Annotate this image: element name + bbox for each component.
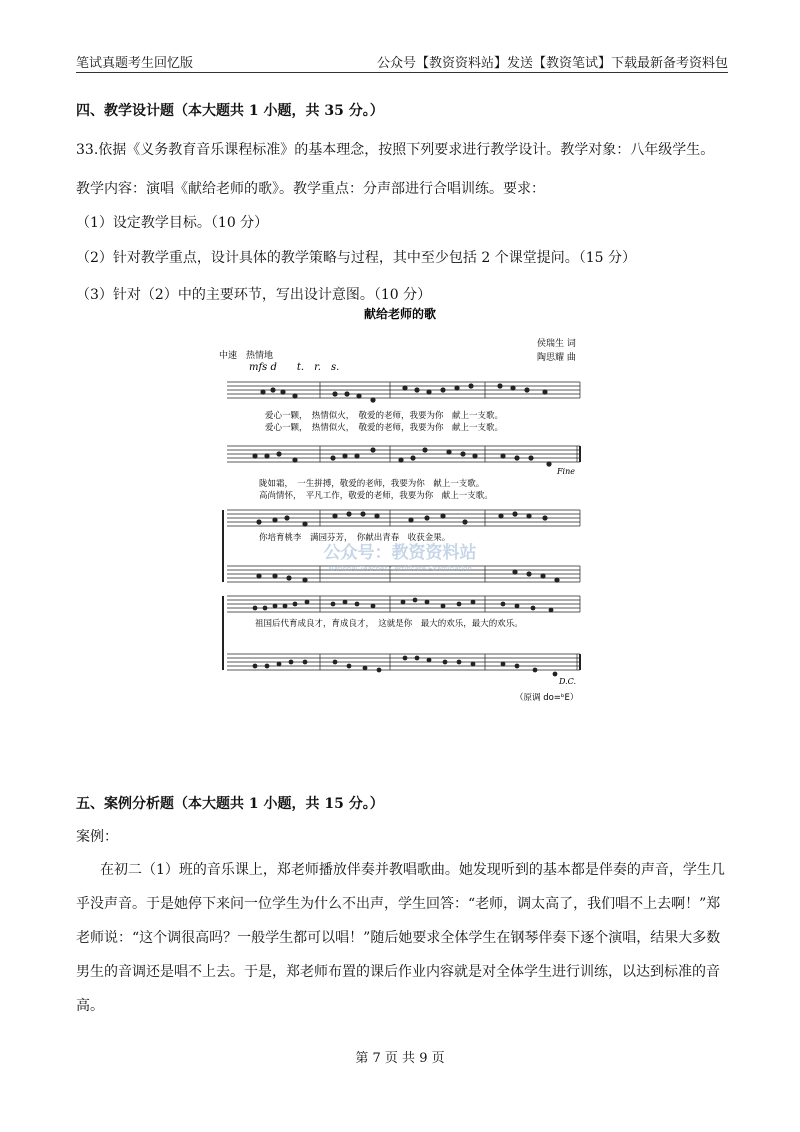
score-title: 献给老师的歌	[363, 307, 437, 321]
score-dc: D.C.	[559, 677, 577, 686]
case-para-line3: 老师说：“这个调很高吗？一般学生都可以唱！”随后她要求全体学生在钢琴伴奏下逐个演唱，结果大多数	[76, 930, 721, 946]
staff-3-lyric: 你培育桃李 满园芬芳， 你献出青春 收获金果。	[259, 533, 451, 543]
staff-5-lyric: 祖国后代育成良才，育成良才， 这就是你 最大的欢乐，最大的欢乐。	[255, 619, 523, 629]
page-number: 第 7 页 共 9 页	[355, 1051, 445, 1066]
case-para-line2: 乎没声音。于是她停下来问一位学生为什么不出声，学生回答：“老师，调太高了，我们唱不上去啊！”郑	[76, 896, 721, 912]
section5-title: 五、案例分析题（本大题共 1 小题，共 15 分。）	[76, 796, 384, 812]
header-divider	[76, 72, 728, 73]
staff-2-lyric-2: 高尚情怀， 平凡工作，敬爱的老师，我要为你 献上一支歌。	[259, 491, 493, 501]
case-para-line1: 在初二（1）班的音乐课上，郑老师播放伴奏并教唱歌曲。她发现听到的基本都是伴奏的声音，学生几	[100, 862, 725, 878]
section4-title: 四、教学设计题（本大题共 1 小题，共 35 分。）	[76, 103, 384, 119]
case-para-line5: 高。	[76, 998, 104, 1014]
case-label: 案例：	[76, 829, 118, 845]
score-lyricist: 侯瑞生 词	[537, 339, 576, 349]
page-header	[76, 50, 728, 70]
requirement-1: （1）设定教学目标。（10 分）	[76, 215, 269, 231]
staff-2-lyric-1: 陇如霜， 一生拼搏，敬爱的老师，我要为你 献上一支歌。	[259, 479, 485, 489]
requirement-3: （3）针对（2）中的主要环节，写出设计意图。（10 分）	[76, 287, 432, 303]
score-fine: Fine	[557, 467, 575, 476]
header-right: 公众号【教资资料站】发送【教资笔试】下载最新备考资料包	[376, 56, 728, 71]
score-composer: 陶思耀 曲	[537, 353, 576, 363]
watermark-sub: National Teacher Certificate Examination	[328, 565, 472, 573]
question-33-line1: 33.依据《义务教育音乐课程标准》的基本理念，按照下列要求进行教学设计。教学对象：八年级学生。	[76, 142, 715, 158]
score-tempo: 中速 热情地	[219, 351, 274, 361]
question-33-line2: 教学内容：演唱《献给老师的歌》。教学重点：分声部进行合唱训练。要求：	[76, 181, 545, 197]
staff-1-lyric-1: 爱心一颗， 热情似火， 敬爱的老师，我要为你 献上一支歌。	[265, 411, 504, 421]
staff-3	[227, 510, 580, 526]
watermark: 公众号：教资资料站	[323, 543, 477, 563]
requirement-2: （2）针对教学重点，设计具体的教学策略与过程，其中至少包括 2 个课堂提问。（15 分）	[76, 250, 636, 266]
header-left: 笔试真题考生回忆版	[76, 56, 194, 71]
score-dynamics: mfs d t. r. s.	[249, 362, 340, 373]
music-score	[215, 300, 585, 712]
score-key-note: （原调 do=ᵇE）	[515, 693, 579, 703]
staff-1-lyric-2: 爱心一颗， 热情似火， 敬爱的老师，我要为你 献上一支歌。	[265, 423, 504, 433]
case-para-line4: 男生的音调还是唱不上去。于是，郑老师布置的课后作业内容就是对全体学生进行训练，以达到标准的音	[76, 964, 720, 980]
